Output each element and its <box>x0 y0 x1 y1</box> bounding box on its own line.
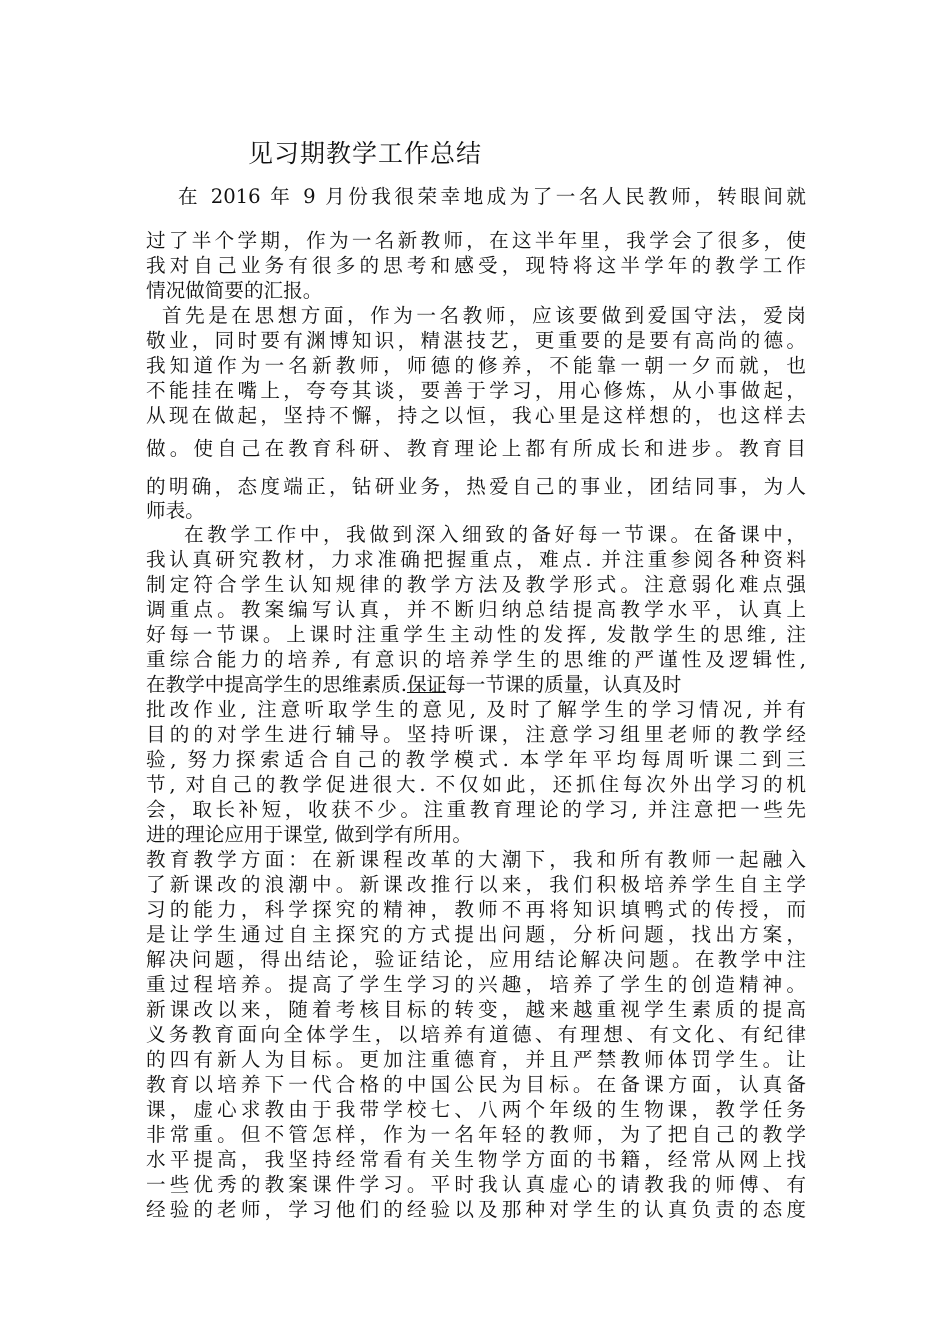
text-line: 我认真研究教材，力求准确把握重点，难点. 并注重参阅各种资料 <box>146 548 806 571</box>
text-line: 制定符合学生认知规律的教学方法及教学形式。注意弱化难点强 <box>146 573 806 596</box>
text-line: 调重点。教案编写认真，并不断归纳总结提高教学水平，认真上 <box>146 598 806 621</box>
text-line: 新课改以来，随着考核目标的转变，越来越重视学生素质的提高 <box>146 998 806 1021</box>
text-line: 了新课改的浪潮中。新课改推行以来，我们积极培养学生自主学 <box>146 873 806 896</box>
text-line: 会，取长补短，收获不少。注重教育理论的学习, 并注意把一些先 <box>146 798 806 821</box>
underlined-text: 保证 <box>406 673 447 696</box>
text-line: 的四有新人为目标。更加注重德育，并且严禁教师体罚学生。让 <box>146 1048 806 1071</box>
text-line: 一些优秀的教案课件学习。平时我认真虚心的请教我的师傅、有 <box>146 1173 806 1196</box>
text-line: 首先是在思想方面，作为一名教师，应该要做到爱国守法，爱岗 <box>162 304 806 327</box>
text-line: 水平提高，我坚持经常看有关生物学方面的书籍，经常从网上找 <box>146 1148 806 1171</box>
text-line: 习的能力，科学探究的精神，教师不再将知识填鸭式的传授，而 <box>146 898 806 921</box>
text-line: 情况做简要的汇报。 <box>146 279 323 302</box>
text-line: 不能挂在嘴上，夸夸其谈，要善于学习，用心修炼，从小事做起， <box>146 379 806 402</box>
text-line: 在 2016 年 9 月份我很荣幸地成为了一名人民教师，转眼间就 <box>178 185 806 208</box>
text-line: 批改作业, 注意听取学生的意见, 及时了解学生的学习情况, 并有 <box>146 698 806 721</box>
text-segment: 每一节课的质量，认真及时 <box>446 673 682 696</box>
text-line: 敬业，同时要有渊博知识，精湛技艺，更重要的是要有高尚的德。 <box>146 329 806 352</box>
document-title: 见习期教学工作总结 <box>248 139 483 168</box>
text-line: 教育教学方面：在新课程改革的大潮下，我和所有教师一起融入 <box>146 848 806 871</box>
text-line: 目的的对学生进行辅导。坚持听课，注意学习组里老师的教学经 <box>146 723 806 746</box>
text-line: 是让学生通过自主探究的方式提出问题，分析问题，找出方案， <box>146 923 806 946</box>
text-line: 我对自己业务有很多的思考和感受，现特将这半学年的教学工作 <box>146 254 806 277</box>
text-line: 过了半个学期，作为一名新教师，在这半年里，我学会了很多，使 <box>146 229 806 252</box>
text-line: 我知道作为一名新教师，师德的修养，不能靠一朝一夕而就，也 <box>146 354 806 377</box>
text-line: 在教学工作中，我做到深入细致的备好每一节课。在备课中， <box>184 523 806 546</box>
text-line: 非常重。但不管怎样，作为一名年轻的教师，为了把自己的教学 <box>146 1123 806 1146</box>
text-line: 验, 努力探索适合自己的教学模式. 本学年平均每周听课二到三 <box>146 748 806 771</box>
text-line: 经验的老师，学习他们的经验以及那种对学生的认真负责的态度 <box>146 1198 806 1221</box>
text-segment: 在教学中提高学生的思维素质. <box>146 673 407 696</box>
text-line: 教育以培养下一代合格的中国公民为目标。在备课方面，认真备 <box>146 1073 806 1096</box>
text-line: 解决问题，得出结论，验证结论，应用结论解决问题。在教学中注 <box>146 948 806 971</box>
text-line: 师表。 <box>146 499 205 522</box>
text-line: 节, 对自己的教学促进很大. 不仅如此，还抓住每次外出学习的机 <box>146 773 806 796</box>
text-line: 重过程培养。提高了学生学习的兴趣，培养了学生的创造精神。 <box>146 973 806 996</box>
text-line: 从现在做起，坚持不懈，持之以恒，我心里是这样想的，也这样去 <box>146 404 806 427</box>
text-line: 好每一节课。上课时注重学生主动性的发挥, 发散学生的思维, 注 <box>146 623 806 646</box>
text-line: 的明确，态度端正，钻研业务，热爱自己的事业，团结同事，为人 <box>146 475 806 498</box>
text-line <box>146 672 806 698</box>
text-line: 重综合能力的培养, 有意识的培养学生的思维的严谨性及逻辑性, <box>146 648 806 671</box>
text-line: 做。使自己在教育科研、教育理论上都有所成长和进步。教育目 <box>146 437 806 460</box>
text-line: 课，虚心求教由于我带学校七、八两个年级的生物课，教学任务 <box>146 1098 806 1121</box>
text-line: 义务教育面向全体学生，以培养有道德、有理想、有文化、有纪律 <box>146 1023 806 1046</box>
text-line: 进的理论应用于课堂, 做到学有所用。 <box>146 823 472 846</box>
